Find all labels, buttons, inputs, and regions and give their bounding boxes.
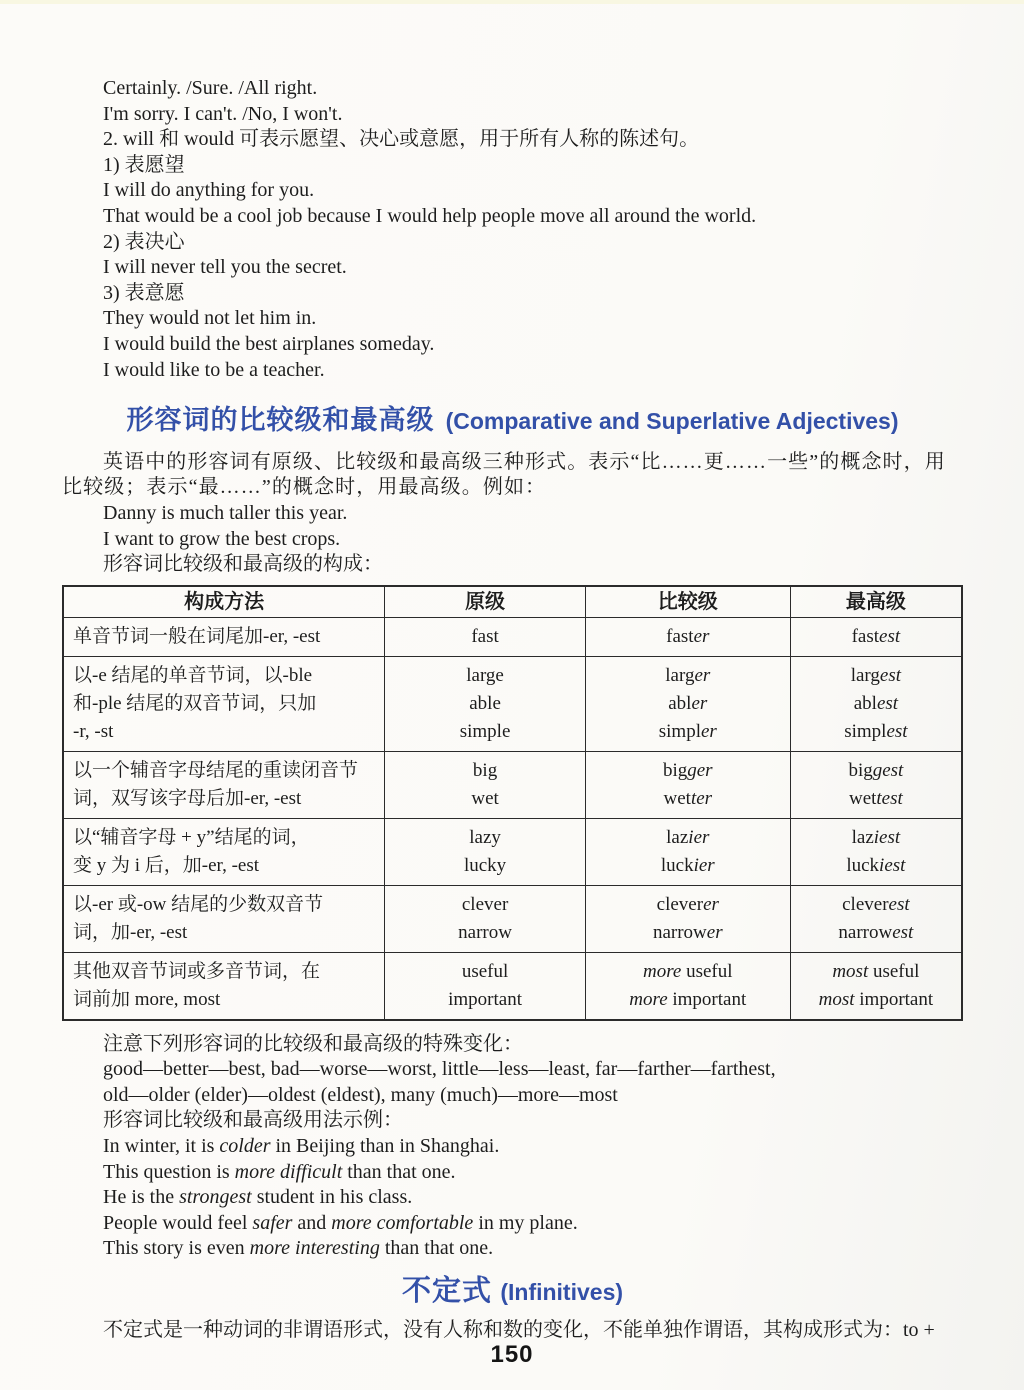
heading-english: (Comparative and Superlative Adjectives) bbox=[445, 408, 899, 435]
word: wettest bbox=[848, 787, 903, 809]
word: most useful bbox=[832, 960, 920, 982]
infinitives-intro: 不定式是一种动词的非谓语形式，没有人称和数的变化，不能单独作谓语，其构成形式为：to + bbox=[103, 1318, 935, 1341]
superlative-cell bbox=[790, 952, 962, 1020]
method-cell bbox=[63, 885, 385, 952]
method-line: 以-er 或-ow 结尾的少数双音节 bbox=[73, 893, 324, 915]
grammar-line: I will do anything for you. bbox=[103, 179, 315, 202]
word: bigger bbox=[662, 759, 713, 781]
irregular-forms-note bbox=[62, 1032, 963, 1134]
word: cleverer bbox=[656, 893, 719, 915]
page-content bbox=[62, 76, 963, 1343]
word: big bbox=[472, 759, 498, 781]
heading-chinese: 不定式 bbox=[401, 1275, 492, 1308]
table-header-cell: 最高级 bbox=[790, 586, 962, 618]
word: more useful bbox=[643, 960, 733, 982]
method-line: 词前加 more, most bbox=[73, 988, 221, 1010]
table-row bbox=[63, 885, 962, 952]
grammar-line: I would like to be a teacher. bbox=[103, 358, 325, 381]
usage-example: This story is even more interesting than that one. bbox=[103, 1237, 494, 1260]
irregular-forms-line: old—older (elder)—oldest (eldest), many (much)—more—most bbox=[103, 1083, 618, 1106]
word: biggest bbox=[848, 759, 904, 781]
table-row bbox=[63, 656, 962, 751]
word: larger bbox=[665, 664, 711, 686]
scan-edge-strip bbox=[0, 0, 1024, 4]
comparative-cell bbox=[585, 751, 790, 818]
base-cell bbox=[385, 656, 585, 751]
method-cell bbox=[63, 751, 385, 818]
table-header-cell: 原级 bbox=[385, 586, 585, 618]
table-row bbox=[63, 818, 962, 885]
word: fastest bbox=[851, 625, 901, 647]
grammar-line: They would not let him in. bbox=[103, 307, 317, 330]
intro-line: 比较级；表示“最……”的概念时，用最高级。例如： bbox=[62, 476, 547, 499]
word: lazy bbox=[469, 826, 501, 848]
word: simplest bbox=[844, 720, 908, 742]
word: largest bbox=[850, 664, 902, 686]
grammar-line: That would be a cool job because I would help people move all around the world. bbox=[103, 204, 757, 227]
irregular-forms-line: good—better—best, bad—worse—worst, little—less—least, far—farther—farthest, bbox=[103, 1058, 776, 1081]
table-caption: 形容词比较级和最高级的构成： bbox=[103, 553, 383, 576]
word: simple bbox=[459, 720, 511, 742]
method-line: 单音节词一般在词尾加-er, -est bbox=[73, 625, 321, 647]
page-number: 150 bbox=[490, 1341, 534, 1368]
method-line: 词，双写该字母后加-er, -est bbox=[73, 787, 302, 809]
word: lazier bbox=[666, 826, 710, 848]
base-cell bbox=[385, 818, 585, 885]
word: wetter bbox=[663, 787, 713, 809]
word: fast bbox=[471, 625, 499, 647]
infinitives-heading bbox=[62, 1275, 963, 1308]
table-row bbox=[63, 751, 962, 818]
superlative-cell bbox=[790, 617, 962, 656]
superlative-cell bbox=[790, 656, 962, 751]
usage-example: In winter, it is colder in Beijing than in Shanghai. bbox=[103, 1135, 500, 1158]
word: luckier bbox=[660, 854, 715, 876]
comparative-cell bbox=[585, 818, 790, 885]
table-row bbox=[63, 952, 962, 1020]
irregular-lines bbox=[62, 1057, 963, 1108]
word: simpler bbox=[658, 720, 717, 742]
table-header-cell: 构成方法 bbox=[63, 586, 385, 618]
base-cell bbox=[385, 617, 585, 656]
table-row bbox=[63, 617, 962, 656]
intro-line: 英语中的形容词有原级、比较级和最高级三种形式。表示“比……更……一些”的概念时，用 bbox=[103, 450, 946, 473]
comparatives-heading bbox=[62, 404, 963, 435]
word: important bbox=[448, 988, 522, 1010]
grammar-line: 1) 表愿望 bbox=[103, 153, 185, 176]
method-line: 以“辅音字母 + y”结尾的词， bbox=[73, 826, 310, 848]
method-line: -r, -st bbox=[73, 720, 114, 742]
table-header-row bbox=[63, 586, 962, 618]
comparative-cell bbox=[585, 952, 790, 1020]
grammar-line: 2) 表决心 bbox=[103, 230, 185, 253]
comparison-table bbox=[62, 585, 963, 1021]
method-cell bbox=[63, 952, 385, 1020]
heading-english: (Infinitives) bbox=[500, 1279, 624, 1306]
word: narrow bbox=[458, 921, 512, 943]
comparative-cell bbox=[585, 617, 790, 656]
method-cell bbox=[63, 818, 385, 885]
method-line: 以-e 结尾的单音节词，以-ble bbox=[73, 664, 313, 686]
method-line: 其他双音节词或多音节词，在 bbox=[73, 960, 321, 982]
word: lucky bbox=[463, 854, 507, 876]
word: more important bbox=[629, 988, 747, 1010]
word: laziest bbox=[851, 826, 901, 848]
word: abler bbox=[668, 692, 708, 714]
comparative-cell bbox=[585, 885, 790, 952]
table-header-cell: 比较级 bbox=[585, 586, 790, 618]
word: wet bbox=[471, 787, 499, 809]
grammar-line: I would build the best airplanes someday. bbox=[103, 332, 435, 355]
superlative-cell bbox=[790, 751, 962, 818]
word: able bbox=[469, 692, 501, 714]
word: ablest bbox=[853, 692, 899, 714]
superlative-cell bbox=[790, 818, 962, 885]
usage-examples bbox=[62, 1134, 963, 1262]
word: narrowest bbox=[838, 921, 914, 943]
usage-example: He is the strongest student in his class. bbox=[103, 1186, 413, 1209]
usage-example: This question is more difficult than that one. bbox=[103, 1160, 456, 1183]
comparatives-examples bbox=[62, 501, 963, 552]
base-cell bbox=[385, 885, 585, 952]
word: luckiest bbox=[846, 854, 906, 876]
comparative-cell bbox=[585, 656, 790, 751]
method-line: 词，加-er, -est bbox=[73, 921, 188, 943]
grammar-line: 2. will 和 would 可表示愿望、决心或意愿，用于所有人称的陈述句。 bbox=[103, 128, 700, 151]
word: faster bbox=[666, 625, 710, 647]
grammar-line: I will never tell you the secret. bbox=[103, 256, 347, 279]
method-cell bbox=[63, 656, 385, 751]
word: narrower bbox=[652, 921, 723, 943]
superlative-cell bbox=[790, 885, 962, 952]
word: large bbox=[466, 664, 504, 686]
heading-chinese: 形容词的比较级和最高级 bbox=[126, 405, 435, 436]
method-line: 变 y 为 i 后，加-er, -est bbox=[73, 854, 260, 876]
base-cell bbox=[385, 751, 585, 818]
word: clever bbox=[461, 893, 509, 915]
grammar-line: Certainly. /Sure. /All right. bbox=[103, 77, 318, 99]
example-sentence: Danny is much taller this year. bbox=[103, 501, 348, 524]
will-would-section bbox=[62, 76, 963, 383]
example-sentence: I want to grow the best crops. bbox=[103, 527, 341, 550]
usage-label: 形容词比较级和最高级用法示例： bbox=[103, 1109, 403, 1132]
method-line: 以一个辅音字母结尾的重读闭音节 bbox=[73, 759, 359, 781]
base-cell bbox=[385, 952, 585, 1020]
comparison-table-body bbox=[63, 617, 962, 1020]
word: useful bbox=[461, 960, 509, 982]
word: cleverest bbox=[842, 893, 910, 915]
usage-example: People would feel safer and more comfortable in my plane. bbox=[103, 1211, 578, 1234]
grammar-line: I'm sorry. I can't. /No, I won't. bbox=[103, 102, 343, 125]
comparatives-intro bbox=[62, 450, 963, 501]
word: most important bbox=[818, 988, 934, 1010]
irregular-label: 注意下列形容词的比较级和最高级的特殊变化： bbox=[103, 1032, 523, 1055]
method-cell bbox=[63, 617, 385, 656]
grammar-line: 3) 表意愿 bbox=[103, 281, 185, 304]
method-line: 和-ple 结尾的双音节词，只加 bbox=[73, 692, 317, 714]
